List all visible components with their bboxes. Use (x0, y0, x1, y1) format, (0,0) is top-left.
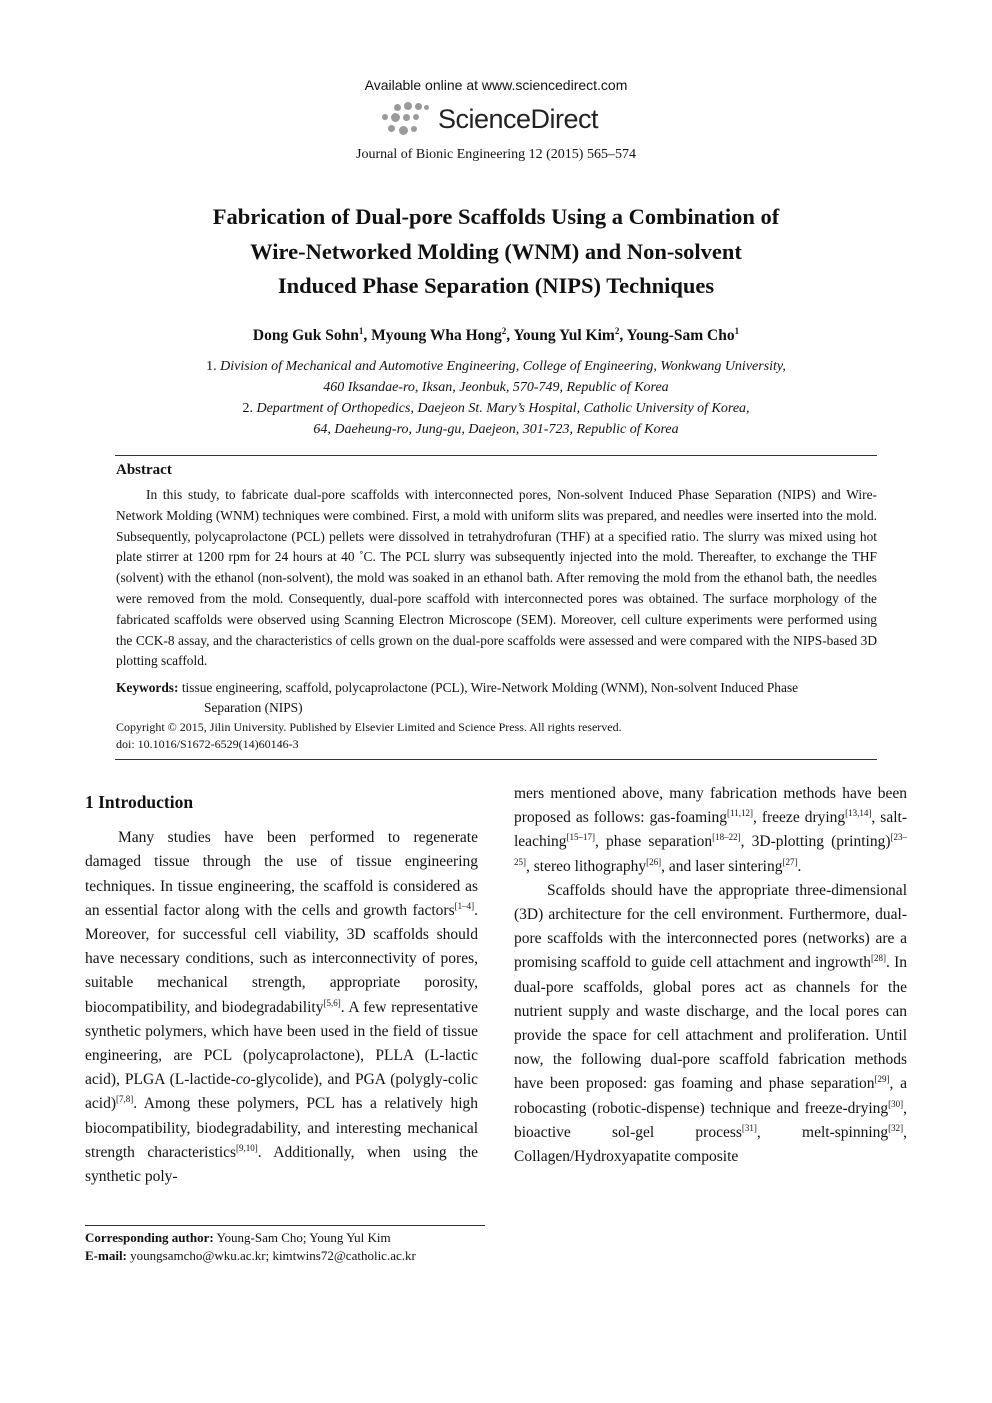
citation-reference: [15–17] (566, 832, 596, 843)
text-run: . Among these polymers, PCL has a relatively high biocompatibility, biodegradability, and interesting mechanical strength characteristics (85, 1095, 478, 1161)
author-affiliation-mark: 1 (734, 326, 740, 336)
author-affiliation-mark: 1 (358, 326, 364, 336)
citation-reference: [27] (782, 856, 798, 867)
author-name: Young Yul Kim (513, 327, 615, 345)
abstract-bottom-rule (115, 759, 877, 760)
availability-line: Available online at www.sciencedirect.com (364, 77, 628, 93)
citation-reference: [18–22] (712, 832, 741, 843)
sciencedirect-logo (380, 98, 620, 140)
text-run: , 3D-plotting (printing) (740, 833, 891, 851)
text-run: , and laser sintering (661, 857, 783, 875)
brand-wordmark: ScienceDirect (438, 104, 599, 134)
left-column (85, 780, 478, 1189)
journal-citation: Journal of Bionic Engineering 12 (2015) 565–574 (356, 147, 636, 162)
text-run: . Moreover, for successful cell viability, 3D scaffolds should have necessary conditions, such as interconnectivity of pores, suitable mechanical strength, appropriate porosity, biocompatibility, and biodegradability (85, 901, 478, 1016)
text-run: , Collagen/Hydroxyapatite composite (514, 1123, 907, 1166)
affiliation-line: 64, Daeheung-ro, Jung-gu, Daejeon, 301-723, Republic of Korea (313, 422, 679, 437)
author-name: Myoung Wha Hong (371, 327, 502, 345)
text-run: , a robocasting (robotic-dispense) technique and freeze-drying (514, 1075, 907, 1117)
text-run: mers mentioned above, many fabrication methods have been proposed as follows: gas-foaming (514, 785, 907, 827)
author-list: Dong Guk Sohn$^1$, Myoung Wha Hong$^2$, Young Yul Kim$^2$, Young-Sam Cho$^1$ (252, 326, 740, 345)
paper-title (0, 200, 992, 304)
citation-reference: [9,10] (236, 1142, 258, 1153)
citation-reference: [32] (888, 1122, 904, 1133)
affiliations (0, 356, 992, 440)
citation-reference: [7,8] (115, 1094, 134, 1105)
paragraph (85, 826, 478, 1189)
keywords-label: Keywords: (116, 680, 179, 695)
citation-reference: [30] (888, 1098, 904, 1109)
text-run: . Additionally, when using the synthetic poly- (85, 1143, 479, 1186)
logo-dots-icon (380, 100, 432, 138)
author-affiliation-mark: 2 (501, 326, 507, 336)
text-run: Many studies have been performed to regenerate damaged tissue through the use of tissue engineering techniques. In tissue engineering, the scaffold is considered as an essential factor along with the cells and growth factors (85, 829, 478, 919)
title-line: Induced Phase Separation (NIPS) Techniques (277, 273, 715, 298)
copyright-block (116, 719, 622, 753)
paragraph (514, 879, 907, 1169)
citation-reference: [23–25] (514, 832, 907, 867)
italic-text: co (235, 1071, 251, 1089)
affiliation-line: 460 Iksandae-ro, Iksan, Jeonbuk, 570-749, Republic of Korea (323, 380, 669, 395)
citation-reference: [26] (646, 856, 662, 867)
section-heading: 1 Introduction (85, 792, 194, 812)
text-run: , bioactive sol-gel process (514, 1099, 907, 1141)
text-run: . A few representative synthetic polymers, which have been used in the field of tissue engineering, are PCL (polycaprolactone), PLLA (L-lactic acid), PLGA (L-lactide- (85, 998, 478, 1089)
author-name: Dong Guk Sohn (252, 327, 359, 345)
copyright-notice: Copyright © 2015, Jilin University. Published by Elsevier Limited and Science Press. All rights reserved. (116, 720, 622, 734)
citation-reference: [31] (741, 1122, 757, 1133)
footnote-rule (85, 1225, 485, 1226)
right-column (514, 782, 907, 1169)
abstract-heading: Abstract (116, 462, 172, 478)
title-line: Wire-Networked Molding (WNM) and Non-solvent (250, 238, 742, 264)
paragraph (514, 782, 907, 879)
corresponding-author-label: Corresponding author: (85, 1230, 214, 1245)
text-run: , phase separation (595, 833, 713, 851)
affiliation-line: 2. Department of Orthopedics, Daejeon St. Mary’s Hospital, Catholic University of Korea, (242, 401, 750, 416)
title-line: Fabrication of Dual-pore Scaffolds Using a Combination of (212, 204, 780, 229)
doi[interactable]: doi: 10.1016/S1672-6529(14)60146-3 (116, 737, 299, 751)
author-name: Young-Sam Cho (626, 327, 735, 345)
keywords (116, 678, 877, 718)
email-value[interactable]: youngsamcho@wku.ac.kr; kimtwins72@catholic.ac.kr (126, 1248, 416, 1263)
text-run: . In dual-pore scaffolds, global pores act as channels for the nutrient supply and waste discharge, and the local pores can provide the space for cell attachment and proliferation. Until now, the following dual-pore scaffold fabrication methods have been proposed: gas foaming and phase separation (514, 954, 907, 1093)
keywords-text-cont: Separation (NIPS) (204, 700, 303, 715)
text-run: , melt-spinning (756, 1123, 889, 1141)
citation-reference: [5,6] (323, 997, 341, 1008)
text-run: , salt-leaching (514, 809, 907, 851)
citation-reference: [11,12] (727, 808, 753, 819)
keywords-text: tissue engineering, scaffold, polycaprolactone (PCL), Wire-Network Molding (WNM), Non-solvent Induced Phase (178, 680, 799, 695)
footnote (85, 1229, 416, 1265)
email-label: E-mail: (85, 1248, 127, 1263)
text-run: , stereo lithography (526, 857, 647, 875)
author-affiliation-mark: 2 (614, 326, 620, 336)
corresponding-author-value: Young-Sam Cho; Young Yul Kim (213, 1230, 391, 1245)
text-run: . (797, 857, 802, 875)
citation-reference: [29] (874, 1074, 890, 1085)
affiliation-line: 1. Division of Mechanical and Automotive Engineering, College of Engineering, Wonkwang University, (206, 359, 786, 374)
citation-reference: [28] (871, 953, 887, 964)
text-run: Scaffolds should have the appropriate three-dimensional (3D) architecture for the cell environment. Furthermore, dual-pore scaffolds with the interconnected pores (networks) are a promising scaffold to guide cell attachment and ingrowth (514, 881, 907, 972)
text-run: -glycolide), and PGA (polygly-colic acid) (85, 1071, 479, 1113)
abstract-top-rule (115, 455, 877, 456)
citation-reference: [13,14] (845, 808, 872, 819)
citation-reference: [1–4] (454, 900, 475, 911)
text-run: , freeze drying (752, 809, 846, 827)
abstract-text: In this study, to fabricate dual-pore scaffolds with interconnected pores, Non-solvent Induced Phase Separation (NIPS) and Wire-Network Molding (WNM) techniques were combined. First, a mold with uniform slits was prepared, and needles were inserted into the mold. Subsequently, polycaprolactone (PCL) pellets were dissolved in tetrahydrofuran (THF) at a specified ratio. The slurry was mixed using hot plate stirrer at 1200 rpm for 24 hours at 40 ˚C. The PCL slurry was subsequently injected into the mold. Thereafter, to exchange the THF (solvent) with the ethanol (non-solvent), the mold was soaked in an ethanol bath. After removing the mold from the ethanol bath, the needles were removed from the mold. Consequently, dual-pore scaffold with interconnected pores was obtained. The surface morphology of the fabricated scaffolds were observed using Scanning Electron Microscope (SEM). Moreover, cell culture experiments were performed using the CCK-8 assay, and the characteristics of cells grown on the dual-pore scaffolds were assessed and were compared with the NIPS-based 3D plotting scaffold. (116, 487, 877, 669)
